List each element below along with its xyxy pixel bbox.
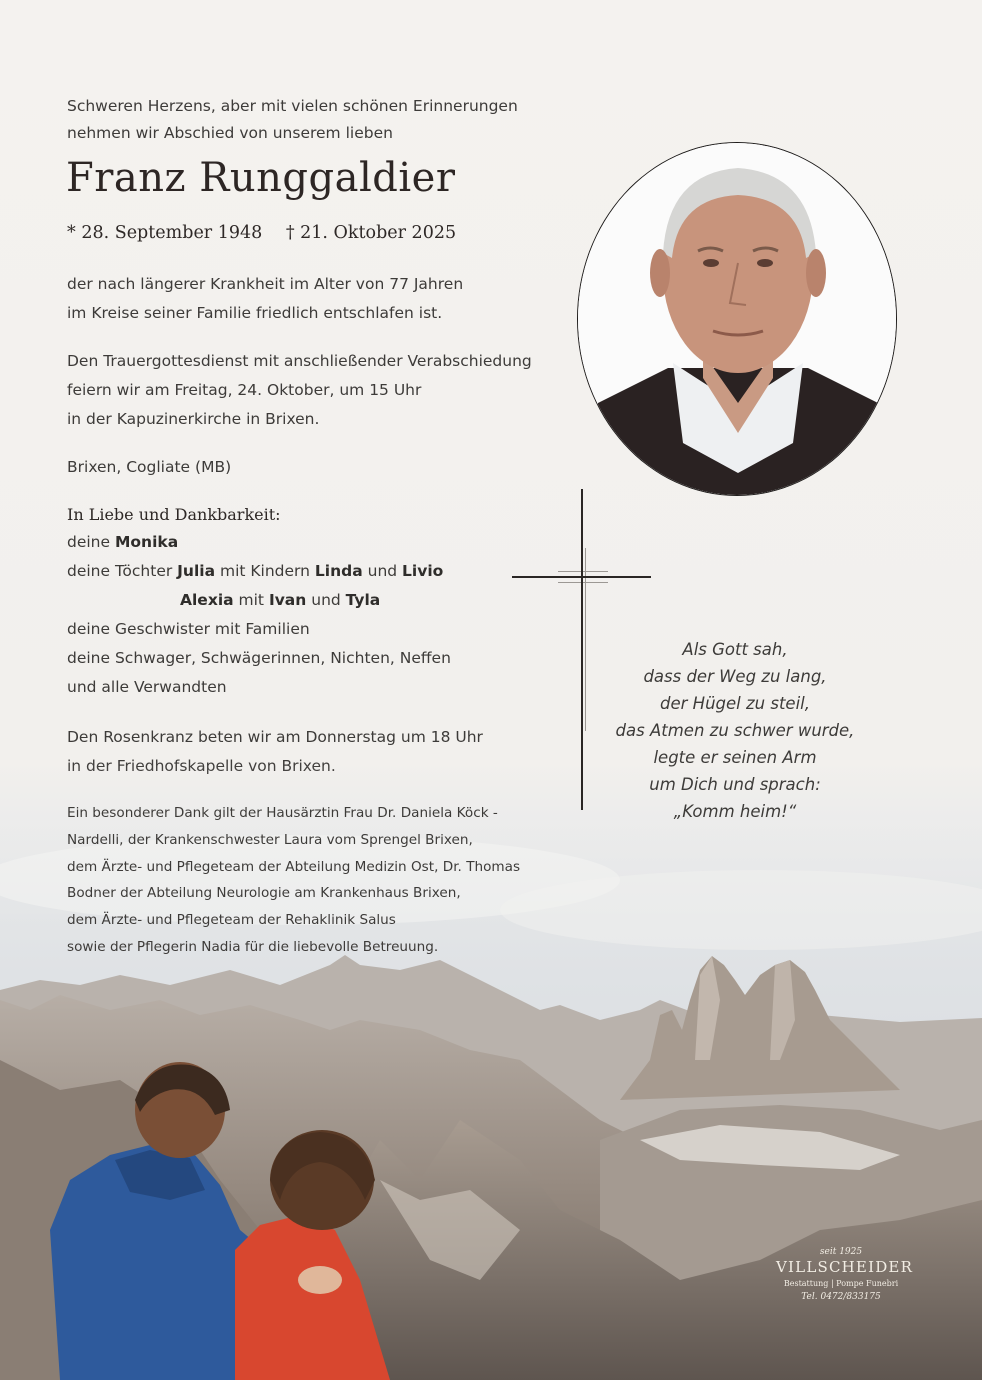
poem-line: legte er seinen Arm: [653, 748, 817, 767]
service-line: Den Trauergottesdienst mit anschließender Verabschiedung: [67, 352, 532, 370]
rosary-line: Den Rosenkranz beten wir am Donnerstag um 18 Uhr: [67, 728, 483, 746]
poem-text: [590, 636, 880, 825]
mourner-connector: mit: [233, 591, 269, 609]
poem-line: dass der Weg zu lang,: [643, 667, 827, 686]
mourner-connector: und: [306, 591, 346, 609]
mourner-connector: mit Kindern: [215, 562, 315, 580]
mourner-prefix: deine: [67, 533, 115, 551]
intro-line: nehmen wir Abschied von unserem lieben: [67, 124, 393, 142]
birth-date: * 28. September 1948: [67, 223, 263, 243]
mourner-name: Livio: [402, 562, 444, 580]
thanks-line: Ein besonderer Dank gilt der Hausärztin Frau Dr. Daniela Köck -: [67, 805, 498, 821]
place-text: Brixen, Cogliate (MB): [67, 458, 232, 476]
mourner-name: Alexia: [180, 591, 234, 609]
mourner-inlaws: deine Schwager, Schwägerinnen, Nichten, Neffen: [67, 649, 451, 667]
mourner-wife: [67, 528, 451, 557]
poem-line: um Dich und sprach:: [649, 775, 821, 794]
death-date: † 21. Oktober 2025: [285, 223, 457, 243]
mourner-prefix: deine Töchter: [67, 562, 178, 580]
funeral-home-since: seit 1925: [819, 1247, 863, 1257]
passing-line: der nach längerer Krankheit im Alter von 77 Jahren: [67, 275, 464, 293]
mourner-daughters: [67, 557, 451, 586]
poem-line: Als Gott sah,: [682, 640, 788, 659]
mourner-name: Julia: [177, 562, 216, 580]
thanks-line: Bodner der Abteilung Neurologie am Krankenhaus Brixen,: [67, 885, 461, 902]
mourner-connector: und: [362, 562, 403, 580]
mourners-heading: In Liebe und Dankbarkeit:: [67, 505, 281, 524]
mourner-name: Tyla: [345, 591, 381, 609]
poem-line: der Hügel zu steil,: [660, 694, 810, 713]
thanks-text: [67, 800, 520, 961]
portrait-image: [578, 143, 897, 496]
mourner-name: Linda: [314, 562, 363, 580]
intro-line: Schweren Herzens, aber mit vielen schönen Erinnerungen: [67, 97, 518, 115]
thanks-line: dem Ärzte- und Pflegeteam der Rehaklinik Salus: [67, 912, 396, 929]
service-line: in der Kapuzinerkirche in Brixen.: [67, 410, 320, 428]
life-dates: [67, 223, 474, 243]
mourner-siblings: deine Geschwister mit Familien: [67, 620, 310, 638]
funeral-home-subtitle: Bestattung | Pompe Funebri: [783, 1279, 899, 1288]
mourner-name: Ivan: [268, 591, 307, 609]
thanks-line: sowie der Pflegerin Nadia für die liebevolle Betreuung.: [67, 938, 439, 955]
poem-line: „Komm heim!“: [673, 802, 797, 821]
funeral-home-phone: Tel. 0472/833175: [801, 1292, 881, 1302]
mourner-daughter2: [67, 586, 451, 615]
mourner-name: Monika: [114, 533, 179, 551]
thanks-line: Nardelli, der Krankenschwester Laura vom Sprengel Brixen,: [67, 831, 473, 848]
thanks-line: dem Ärzte- und Pflegeteam der Abteilung Medizin Ost, Dr. Thomas: [67, 858, 521, 875]
mourners-list: [67, 528, 451, 702]
mourner-relatives: und alle Verwandten: [67, 678, 227, 696]
funeral-home-logo: [776, 1246, 914, 1305]
portrait-photo: [577, 142, 897, 496]
passing-line: im Kreise seiner Familie friedlich entschlafen ist.: [67, 304, 443, 322]
intro-text: [67, 93, 518, 147]
deceased-name: Franz Runggaldier: [66, 155, 456, 201]
passing-text: [67, 270, 463, 328]
service-text: [67, 347, 532, 434]
poem-line: das Atmen zu schwer wurde,: [615, 721, 855, 740]
service-line: feiern wir am Freitag, 24. Oktober, um 15 Uhr: [67, 381, 422, 399]
funeral-home-name: VILLSCHEIDER: [776, 1258, 914, 1276]
